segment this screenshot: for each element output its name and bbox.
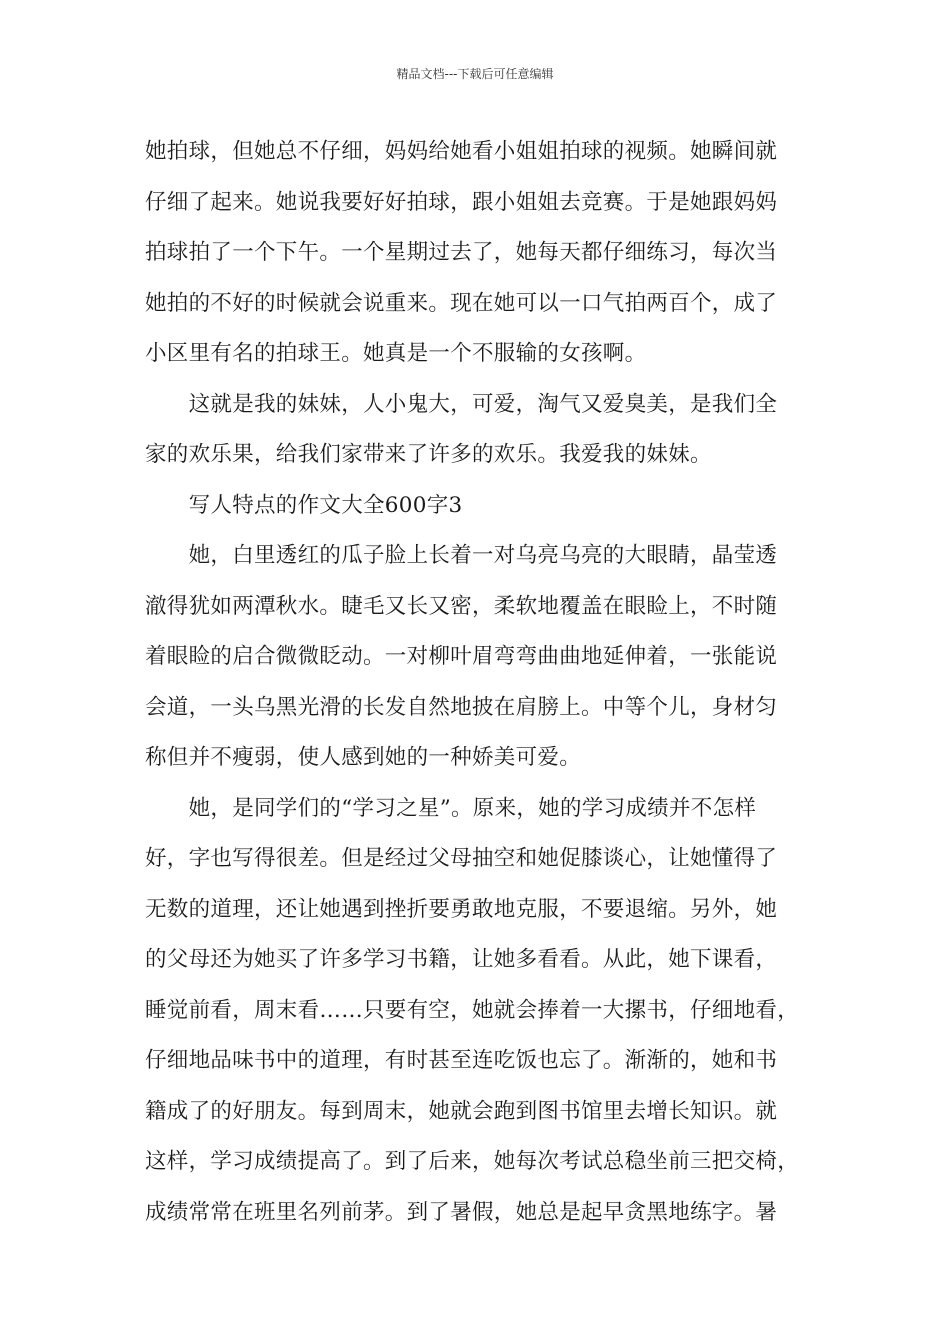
page-header: 精品文档---下载后可任意编辑	[396, 67, 554, 81]
text-line: 籍成了的好朋友。每到周末，她就会跑到图书馆里去增长知识。就	[145, 1098, 778, 1124]
text-line: 小区里有名的拍球王。她真是一个不服输的女孩啊。	[145, 341, 647, 366]
text-line: 好，字也写得很差。但是经过父母抽空和她促膝谈心，让她懂得了	[145, 846, 778, 871]
document-body	[145, 127, 825, 1238]
text-line: 睡觉前看，周末看……只要有空，她就会捧着一大摞书，仔细地看，	[145, 997, 800, 1023]
section-heading: 写人特点的作文大全600字3	[145, 492, 463, 518]
text-line: 仔细了起来。她说我要好好拍球，跟小姐姐去竞赛。于是她跟妈妈	[145, 189, 778, 215]
text-line: 称但并不瘦弱，使人感到她的一种娇美可爱。	[145, 745, 582, 770]
text-line: 仔细地品味书中的道理，有时甚至连吃饭也忘了。渐渐的，她和书	[145, 1048, 778, 1073]
text-line: 的父母还为她买了许多学习书籍，让她多看看。从此，她下课看，	[145, 947, 778, 972]
text-line: 她，是同学们的“学习之星”。原来，她的学习成绩并不怎样	[145, 795, 757, 821]
text-line: 澈得犹如两潭秋水。睫毛又长又密，柔软地覆盖在眼睑上，不时随	[145, 593, 778, 619]
text-line: 这就是我的妹妹，人小鬼大，可爱，淘气又爱臭美，是我们全	[145, 391, 778, 417]
text-line: 拍球拍了一个下午。一个星期过去了，她每天都仔细练习，每次当	[145, 240, 778, 265]
text-line: 这样，学习成绩提高了。到了后来，她每次考试总稳坐前三把交椅，	[145, 1149, 800, 1174]
text-line: 她拍球，但她总不仔细，妈妈给她看小姐姐拍球的视频。她瞬间就	[145, 139, 778, 164]
text-line: 家的欢乐果，给我们家带来了许多的欢乐。我爱我的妹妹。	[145, 442, 712, 467]
text-line: 她拍的不好的时候就会说重来。现在她可以一口气拍两百个，成了	[145, 290, 778, 316]
text-line: 会道，一头乌黑光滑的长发自然地披在肩膀上。中等个儿，身材匀	[145, 694, 778, 720]
text-line: 成绩常常在班里名列前茅。到了暑假，她总是起早贪黑地练字。暑	[145, 1199, 778, 1225]
text-line: 着眼睑的启合微微眨动。一对柳叶眉弯弯曲曲地延伸着，一张能说	[145, 644, 778, 669]
text-line: 她，白里透红的瓜子脸上长着一对乌亮乌亮的大眼睛，晶莹透	[145, 543, 778, 568]
text-line: 无数的道理，还让她遇到挫折要勇敢地克服，不要退缩。另外，她	[145, 896, 778, 922]
